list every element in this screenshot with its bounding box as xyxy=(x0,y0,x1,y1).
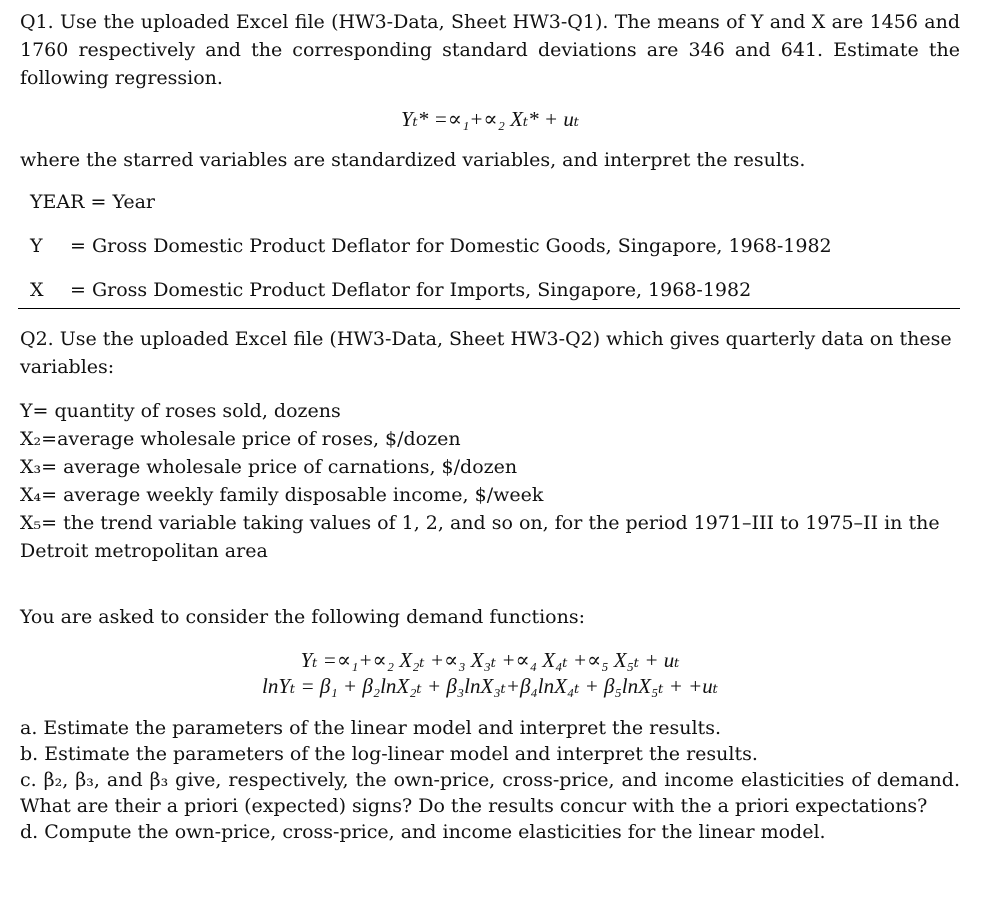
task-item: a. Estimate the parameters of the linear model and interpret the results. xyxy=(20,717,721,739)
q1-equation-rhs: =∝₁+∝₂ Xₜ* + uₜ xyxy=(433,107,580,131)
variable-item: X₄= average weekly family disposable income, $/week xyxy=(20,484,544,506)
task-item: c. β₂, β₃, and β₃ give, respectively, the own-price, cross-price, and income elasticities of demand. What are their a priori (expected) signs? Do the results concur with the a priori expectations? xyxy=(20,769,960,817)
task-item: b. Estimate the parameters of the log-linear model and interpret the results. xyxy=(20,743,758,765)
q2-tasks xyxy=(20,715,960,845)
variable-item: X₅= the trend variable taking values of 1, 2, and so on, for the period 1971–III to 1975–II in the Detroit metropolitan area xyxy=(20,512,940,562)
q1-equation xyxy=(20,106,960,132)
definition-row xyxy=(30,232,960,260)
definition-var: YEAR xyxy=(30,191,85,213)
definition-desc: = Year xyxy=(90,191,156,213)
definition-row xyxy=(30,276,960,304)
demand-intro: You are asked to consider the following demand functions: xyxy=(20,606,585,628)
q2-prompt: Q2. Use the uploaded Excel file (HW3-Data, Sheet HW3-Q2) which gives quarterly data on these variables: xyxy=(20,328,952,378)
variable-item: X₂=average wholesale price of roses, $/dozen xyxy=(20,428,461,450)
document-page xyxy=(20,8,960,845)
definition-desc: = Gross Domestic Product Deflator for Domestic Goods, Singapore, 1968-1982 xyxy=(70,235,832,257)
q1-equation-lhs: Yₜ* xyxy=(400,107,429,131)
definition-desc: = Gross Domestic Product Deflator for Imports, Singapore, 1968-1982 xyxy=(70,279,752,301)
definition-var: Y xyxy=(30,235,43,257)
q1-definitions xyxy=(30,188,960,304)
definition-row xyxy=(30,188,960,216)
q2-variables xyxy=(20,397,960,565)
q1-after-text: where the starred variables are standardized variables, and interpret the results. xyxy=(20,149,806,171)
demand-equation-loglinear: lnYₜ = β₁ + β₂lnX₂ₜ + β₃lnX₃ₜ+β₄lnX₄ₜ + β₅lnX₅ₜ + +uₜ xyxy=(262,674,718,698)
variable-item: Y= quantity of roses sold, dozens xyxy=(20,400,341,422)
task-item: d. Compute the own-price, cross-price, and income elasticities for the linear model. xyxy=(20,821,826,843)
section-divider xyxy=(18,308,960,309)
q1-prompt: Q1. Use the uploaded Excel file (HW3-Data, Sheet HW3-Q1). The means of Y and X are 1456 and 1760 respectively and the corresponding standard deviations are 346 and 641. Estimate the following regression. xyxy=(20,11,960,89)
definition-var: X xyxy=(30,279,44,301)
variable-item: X₃= average wholesale price of carnations, $/dozen xyxy=(20,456,518,478)
demand-equation-linear: Yₜ =∝₁+∝₂ X₂ₜ +∝₃ X₃ₜ +∝₄ X₄ₜ +∝₅ X₅ₜ + uₜ xyxy=(300,648,680,672)
